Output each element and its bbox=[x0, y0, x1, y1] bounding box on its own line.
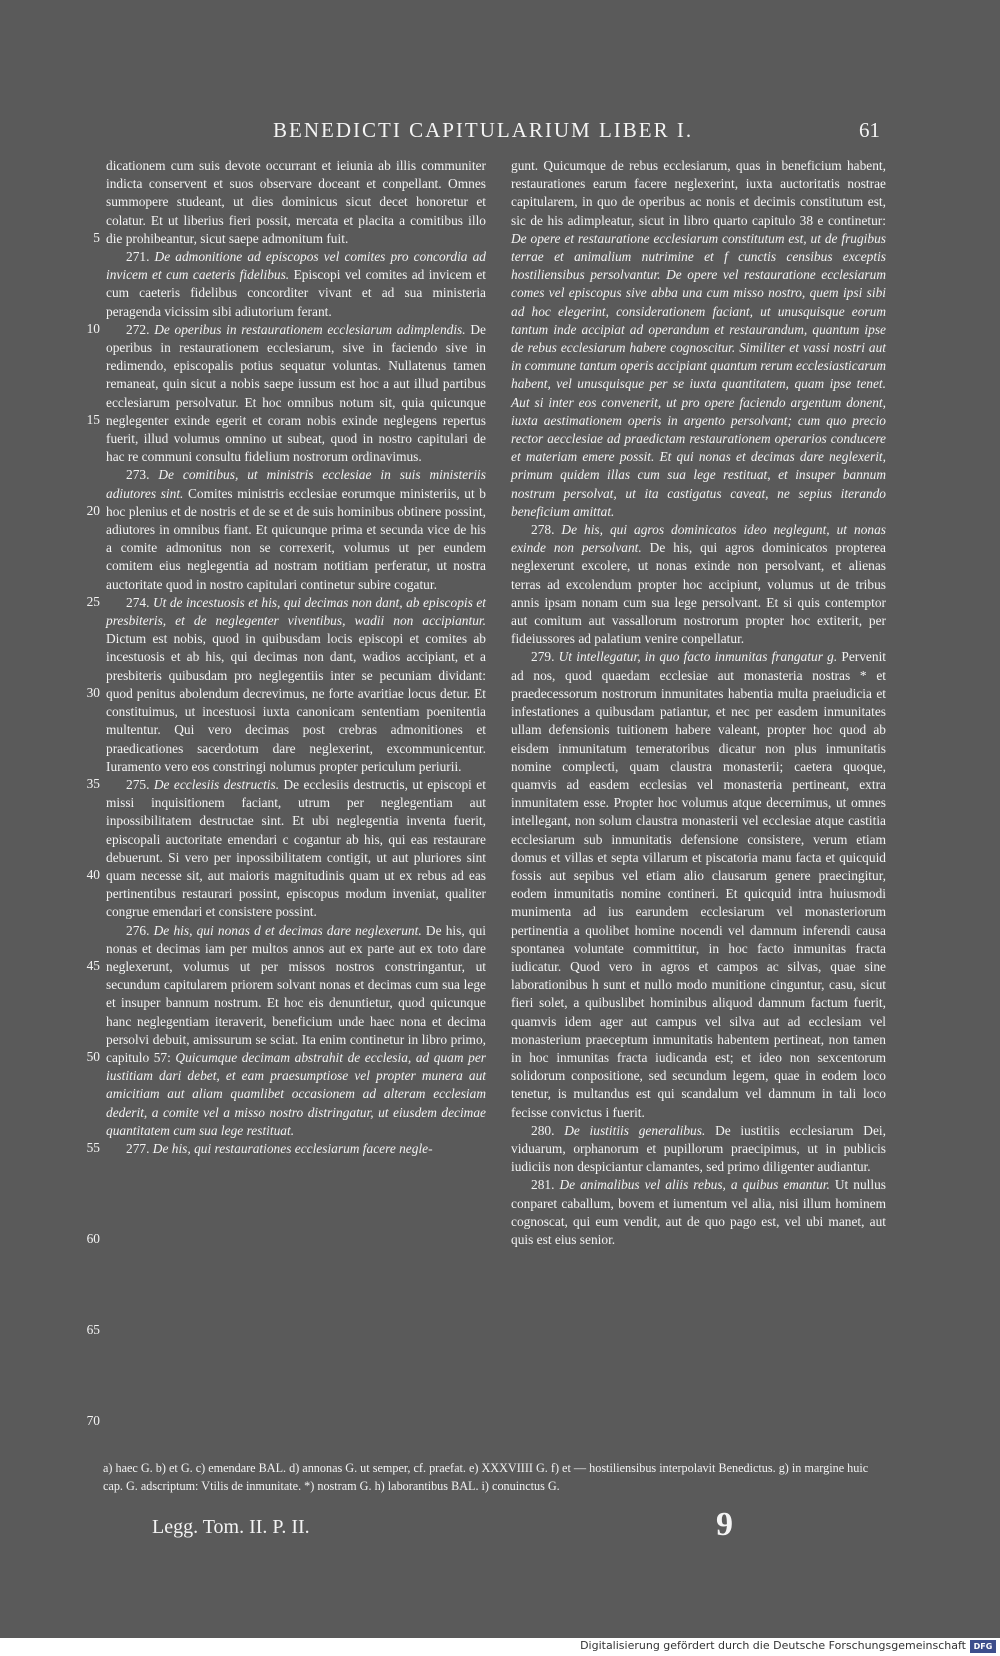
continued-paragraph bbox=[106, 157, 486, 248]
chapter-number: 275. bbox=[126, 776, 150, 792]
chapter-text: De ecclesiis destructis, ut episcopi et missi inquisitionem faciant, utrum per neglegentiam aut inpossibilitatem destructae sint. Et ubi neglegentia inventa fuerit, episcopali auctoritate emendari c cogantur ab his, qui eas restaurare debuerunt. Si vero per inpossibilitatem contigit, ut aut pluriores sint quam necesse sit, aut maioris magnitudinis quam ut ex rebus ad eas pertinentibus restaurari possint, episcopus modum inveniat, qualiter congrue emendari et consistere possint. bbox=[106, 776, 486, 920]
line-number: 50 bbox=[86, 1049, 100, 1064]
line-number: 10 bbox=[86, 321, 100, 336]
line-number: 35 bbox=[86, 776, 100, 791]
chapter-number: 280. bbox=[531, 1122, 555, 1138]
chapter-text: De iustitiis ecclesiarum Dei, viduarum, orphanorum et pupillorum praecipimus, ut in publicis iudiciis non despiciantur clamantes, sed primo diligenter audiantur. bbox=[511, 1122, 886, 1175]
chapter-number: 276. bbox=[126, 922, 150, 938]
chapter-title: De his, qui agros dominicatos ideo neglegunt, ut nonas exinde non persolvant. bbox=[511, 522, 886, 556]
chapter-text: Dictum est nobis, quod in quibusdam locis episcopi et comites ab incestuosis et ab his, qui decimas non dant, wadios accipiant, et a presbiteris quibusdam pro neglegentiis inter se pecuniam dividant: quod penitus abolendum decrevimus, ne forte avaritiae locus detur. Et constituimus, ut incestuosi iuxta canonicam sententiam poenitentia multentur. Qui vero decimas post crebras admonitiones et praedicationes sacerdotum dare neglexerint, excommunicentur. Iuramento vero eos constringi nolumus propter periculum periurii. bbox=[106, 631, 486, 774]
chapter-paragraph bbox=[106, 1140, 486, 1158]
chapter-number: 273. bbox=[126, 467, 150, 483]
line-number: 60 bbox=[86, 1231, 100, 1246]
line-number: 15 bbox=[86, 412, 100, 427]
dfg-logo-icon: DFG bbox=[970, 1640, 996, 1653]
chapter-title: De his, qui nonas d et decimas dare neglexerunt. bbox=[153, 922, 422, 938]
chapter-paragraph bbox=[106, 594, 486, 776]
line-number: 20 bbox=[86, 503, 100, 518]
footnote-text: a) haec G. b) et G. c) emendare BAL. d) annonas G. ut semper, cf. praefat. e) XXXVIIII G. f) et — hostiliensibus interpolavit Benedictus. g) in margine huic cap. G. adscriptum: Vtilis de inmunitate. *) nostram G. h) laborantibus BAL. i) conuinctus G. bbox=[103, 1461, 869, 1493]
chapter-paragraph bbox=[106, 922, 486, 1140]
chapter-title: De animalibus vel aliis rebus, a quibus emantur. bbox=[559, 1177, 830, 1193]
line-number: 40 bbox=[86, 867, 100, 882]
chapter-text: Ut nullus conparet caballum, bovem et iumentum vel alia, nisi illum hominem cognoscat, qui eum vendit, aut de quo pago est, vel ubi manet, aut quis est eius senior. bbox=[511, 1177, 886, 1247]
chapter-text: gunt. Quicumque de rebus ecclesiarum, quas in beneficium habent, restaurationes earum facere neglexerint, iuxta auctoritatis nostrae capitularem, in quo de operibus ac nonis et decimis constitutum est, sic de his adimpleatur, sicut in libro quarto capitulo 38 e continetur: bbox=[511, 158, 886, 228]
chapter-text: Episcopi vel comites ad invicem et cum caeteris fidelibus concorditer vivant et ad sua ministeria peragenda vicissim sibi adiutorium ferant. bbox=[106, 267, 486, 319]
page-header bbox=[0, 118, 1000, 144]
chapter-paragraph bbox=[106, 321, 486, 467]
line-number: 65 bbox=[86, 1322, 100, 1337]
chapter-paragraph bbox=[106, 466, 486, 593]
chapter-title: De iustitiis generalibus. bbox=[564, 1122, 706, 1138]
line-number: 25 bbox=[86, 594, 100, 609]
chapter-paragraph bbox=[106, 248, 486, 321]
chapter-number: 281. bbox=[531, 1177, 555, 1193]
line-number: 30 bbox=[86, 685, 100, 700]
digitization-bar bbox=[0, 1638, 1000, 1656]
chapter-title: De operibus in restaurationem ecclesiarum adimplendis. bbox=[154, 321, 466, 337]
chapter-title: De his, qui restaurationes ecclesiarum facere negle- bbox=[152, 1140, 433, 1156]
chapter-number: 272. bbox=[126, 321, 150, 337]
chapter-number: 278. bbox=[531, 522, 555, 538]
signature-number: 9 bbox=[716, 1506, 733, 1543]
chapter-text: De his, qui agros dominicatos propterea neglexerunt excolere, ut nonas exinde non persolvant, et alienas terras ad excolendum propter hoc accipiunt, volumus ut de tribus annis ipsam nonam cum sua lege persolvant. Et si quis contemptor aut comitum aut vassallorum nostrorum propter hoc extiterit, per fideiussores ad palatium venire conpellatur. bbox=[511, 540, 886, 647]
line-number: 5 bbox=[93, 230, 100, 245]
chapter-title: Ut intellegatur, in quo facto inmunitas frangatur g. bbox=[558, 649, 838, 665]
line-number: 55 bbox=[86, 1140, 100, 1155]
running-title: BENEDICTI CAPITULARIUM LIBER I. bbox=[273, 118, 694, 142]
chapter-text: De his, qui nonas et decimas iam per multos annos aut ex parte aut ex toto dare neglexerunt, volumus ut per missos nostros constringantur, ut secundum capitularem priorem solvant nonas et decimas cum sua lege et insuper bannum nostrum. Et hoc eis denuntietur, quod quicunque hanc neglegentiam iteraverit, beneficium unde haec nona et decima persolvi debuit, amissurum se sciat. Ita enim continetur in libro primo, capitulo 57: bbox=[106, 922, 486, 1065]
chapter-title: Ut de incestuosis et his, qui decimas non dant, ab episcopis et presbiteris, et de neglegenter viventibus, wadii non accipiantur. bbox=[106, 594, 486, 629]
chapter-paragraph bbox=[511, 521, 886, 648]
line-number: 45 bbox=[86, 958, 100, 973]
digitization-note: Digitalisierung gefördert durch die Deutsche Forschungsgemeinschaft bbox=[580, 1639, 966, 1652]
quoted-text: De opere et restauratione ecclesiarum constitutum est, ut de frugibus terrae et animalium nutrimine et f cunctis censibus exceptis hostiliensibus persolvantur. De opere vel restauratione ecclesiarum comes vel episcopus sive abba una cum misso nostro, quem ipsi sibi ad hoc elegerint, considerationem faciant, ut unusquisque eorum tantum inde accipiat ad operandum et restaurandum, quantum ipse de rebus ecclesiarum habere cognoscitur. Similiter et vassi nostri aut in commune tantum operis accipiant quantum rerum ecclesiasticarum habent, vel unusquisque per se iuxta quantitatem, quam ipse tenet. Aut si inter eos convenerit, ut pro opere faciendo argentum donent, iuxta aestimationem operis in argento persolvant; cum quo precio rector aecclesiae ad praedictam restaurationem operarios conducere et materiam emere possit. Et qui nonas et decimas dare neglexerit, primum quidem illas cum sua lege restituat, et insuper bannum nostrum persolvat, ut ita castigatus caveat, ne sepius iterando beneficium amittat. bbox=[511, 230, 886, 519]
chapter-text: Pervenit ad nos, quod quaedam ecclesiae aut monasteria nostras * et praedecessorum nostrorum inmunitates habentia multa praeiudicia et infestationes a quibusdam patiantur, et nec per easdem inmunitates ullam defensionis tuitionem habere valeant, propter hoc quod ab eisdem inmunitatum temeratoribus dicatur non plus inmunitatis nomine complecti, quam claustra monasterii; caetera quoque, quamvis ad easdem ecclesias vel monasteria pertineant, extra inmunitatem esse. Propter hoc volumus atque decernimus, ut omnes intellegant, non solum claustra monasterii vel ecclesiae atque castitia ecclesiarum sub inmunitatis defensione consistere, verum etiam domus et villas et septa villarum et piscatoria manu facta et quicquid fossis aut sepibus vel etiam alio clausarum genere praecingitur, eodem inmunitatis nomine contineri. Et quicquid intra huiusmodi munimenta ad ius earundem ecclesiarum vel monasteriorum pertinentia a quolibet homine nocendi vel damnum inferendi causa spontanea voluntate committitur, in hoc facto inmunitas fracta iudicatur. Quod vero in agros et campos ac silvas, quae sine laborationibus h sunt et nullo modo munitione cinguntur, casu, sicut fieri solet, a quibuslibet hominibus aliquod damnum factum fuerit, quamvis idem ager aut campus vel silva aut ad ecclesiam vel monasterium praeceptum inmunitatis habentem pertineat, non tamen in hoc inmunitas fracta iudicanda est; et ideo non sexcentorum solidorum conpositione, sed secundum legem, quae in eodem loco tenetur, is multandus est qui scandalum vel damnum in tali loco fecisse convictus i fuerit. bbox=[511, 649, 887, 1120]
footnotes bbox=[103, 1460, 888, 1495]
chapter-paragraph bbox=[106, 776, 486, 922]
chapter-text: Comites ministris ecclesiae eorumque ministeriis, ut b hoc plenius et de nostris et de se et de suis hominibus obtinere possint, adiutores in omnibus fiant. Et quicunque prima et secunda vice de his a comite admonitus non se correxerit, volumus ut per eundem comitem eius neglegentia ad nostram notitiam perferatur, ut nostra auctoritate quod in nostro capitulari continetur subire cogatur. bbox=[106, 485, 486, 592]
signature-line: Legg. Tom. II. P. II. bbox=[152, 1516, 310, 1538]
chapter-paragraph bbox=[511, 1122, 886, 1177]
chapter-text: De operibus in restaurationem ecclesiarum, sive in faciendo sive in redimendo, episcopalis potius sequatur voluntas. Nullatenus tamen remaneat, quin sicut a nobis saepe iussum est hoc a aut illud partibus ecclesiarum persolvatur. Et hoc omnibus notum sit, quia quicunque neglegenter exinde egerit et coram nobis exinde neglegens repertus fuerit, illud volumus omnino ut subeat, quod in nostro capitulari de hac re communi consultu fidelium nostrorum ordinavimus. bbox=[106, 321, 486, 465]
chapter-paragraph bbox=[511, 1176, 886, 1249]
right-column bbox=[511, 157, 886, 1249]
chapter-title: De comitibus, ut ministris ecclesiae in suis ministeriis adiutores sint. bbox=[106, 467, 486, 501]
left-column bbox=[106, 157, 486, 1158]
chapter-title: De ecclesiis destructis. bbox=[153, 776, 280, 792]
chapter-number: 277. bbox=[126, 1140, 150, 1156]
chapter-number: 279. bbox=[531, 649, 555, 665]
chapter-paragraph bbox=[511, 648, 886, 1121]
chapter-title: De admonitione ad episcopos vel comites pro concordia ad invicem et cum caeteris fidelibus. bbox=[106, 249, 486, 283]
continued-paragraph bbox=[511, 157, 886, 521]
quoted-text: Quicumque decimam abstrahit de ecclesia, ad quam per iustitiam dari debet, et eam praesumptiose vel propter munera aut amicitiam aut aliam quamlibet occasionem ad alteram ecclesiam dederit, a comite vel a misso nostro distringatur, ut eiusdem decimae quantitatem cum sua lege restituat. bbox=[106, 1049, 486, 1138]
chapter-number: 274. bbox=[126, 594, 150, 610]
page-number: 61 bbox=[859, 118, 880, 142]
line-number: 70 bbox=[86, 1413, 100, 1428]
chapter-text: dicationem cum suis devote occurrant et ieiunia ab illis communiter indicta conservent et suos observare doceant et conpellant. Omnes summopere studeant, ut dies dominicus sicut decet honoretur et colatur. Et ut liberius fieri possit, mercata et placita a comitibus illo die prohibeantur, sicut saepe admonitum fuit. bbox=[106, 158, 486, 246]
chapter-number: 271. bbox=[126, 249, 150, 265]
